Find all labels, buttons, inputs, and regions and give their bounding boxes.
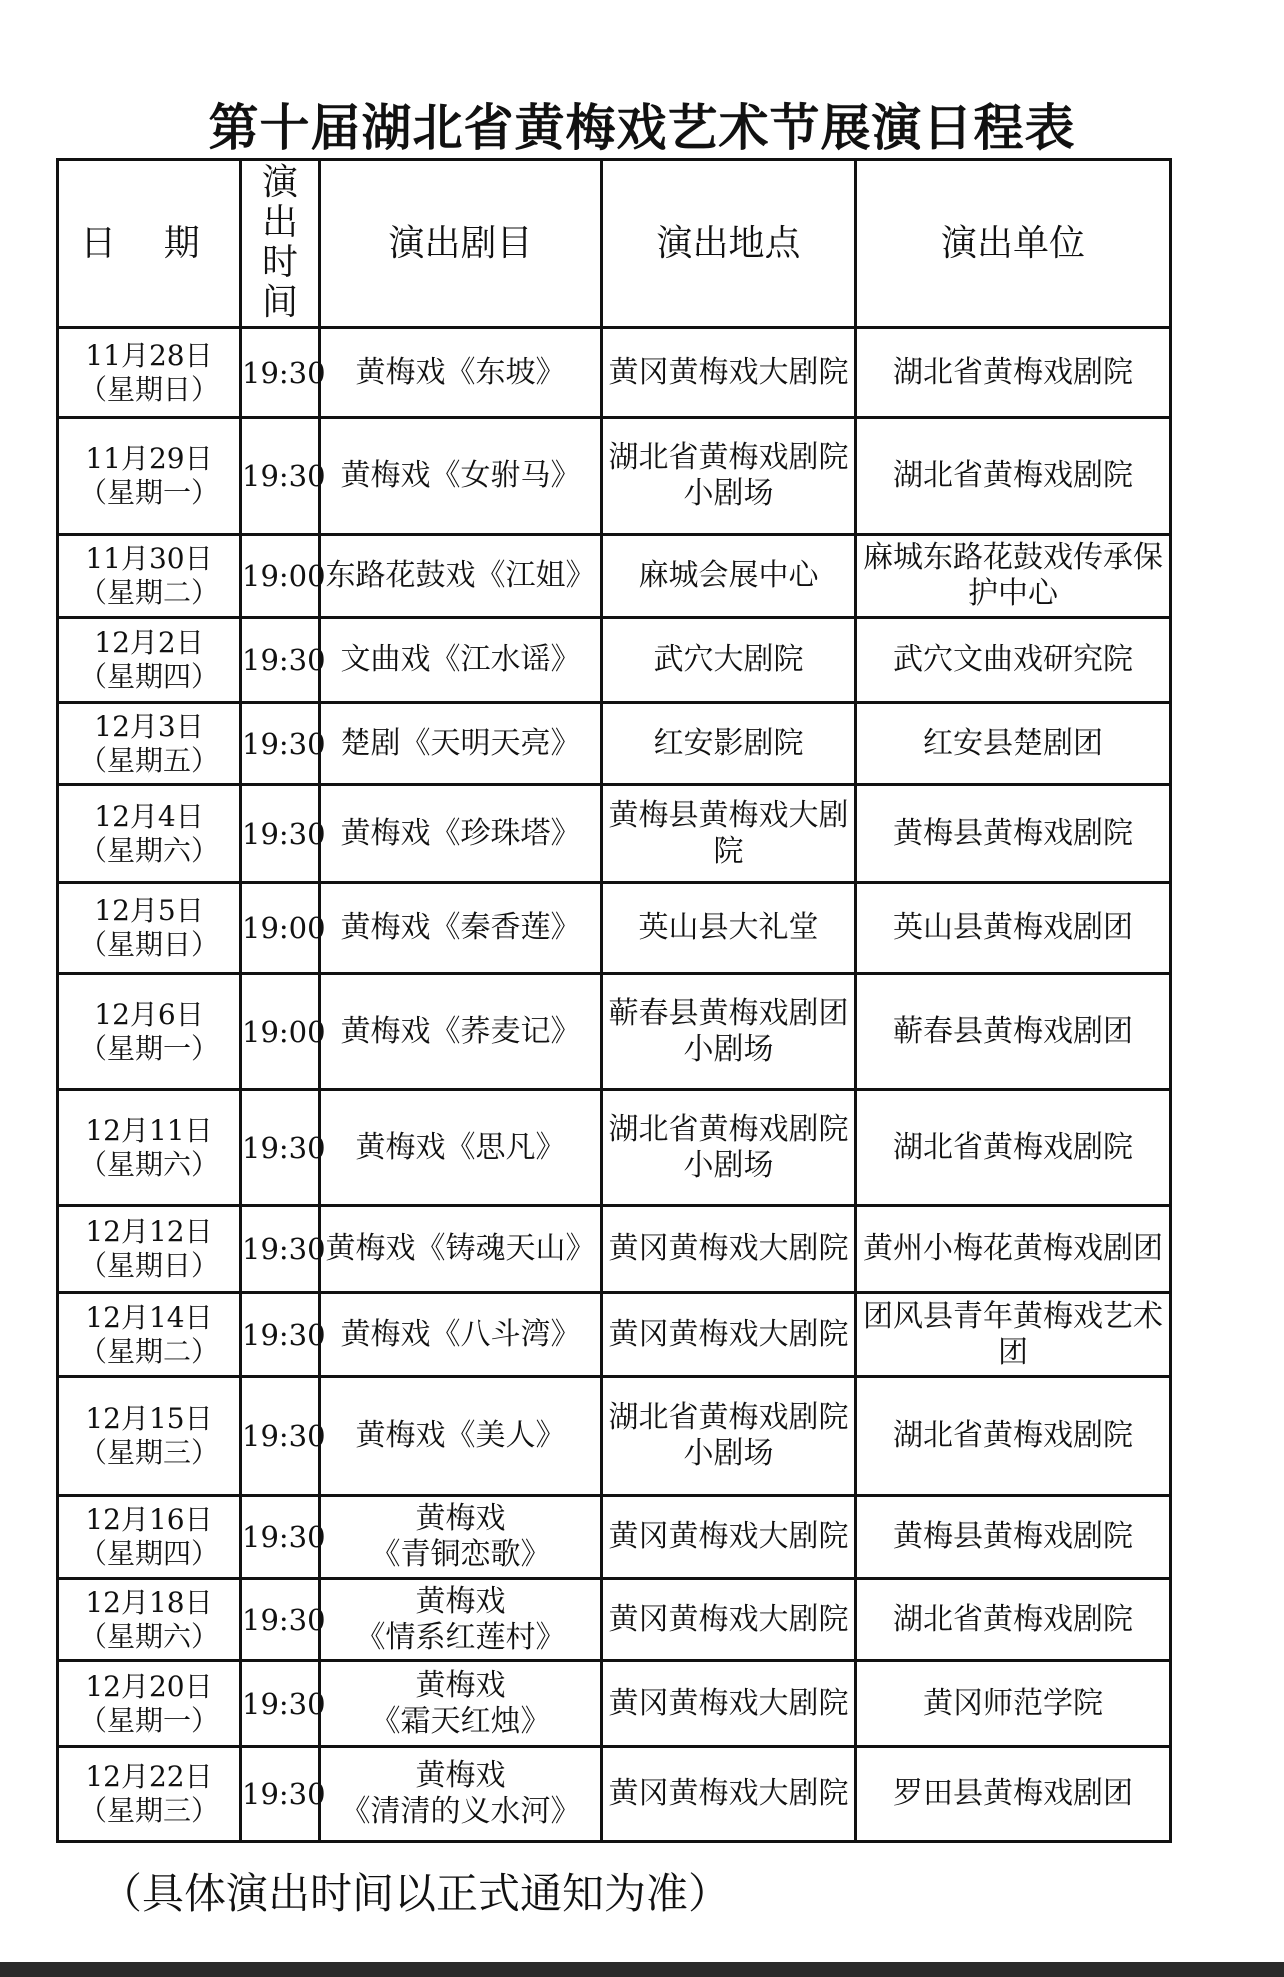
troupe-cell: 团风县青年黄梅戏艺术团 (856, 1293, 1171, 1377)
schedule-row (58, 785, 1171, 883)
schedule-row (58, 1293, 1171, 1377)
date-text: 12月16日 (85, 1503, 213, 1536)
troupe-cell: 黄州小梅花黄梅戏剧团 (856, 1206, 1171, 1293)
header-time: 演出时间 (241, 160, 320, 328)
venue-cell: 黄梅县黄梅戏大剧院 (602, 785, 856, 883)
schedule-row (58, 1747, 1171, 1842)
date-cell (58, 1293, 241, 1377)
venue-cell: 黄冈黄梅戏大剧院 (602, 1293, 856, 1377)
weekday-text: （星期四） (78, 1537, 219, 1570)
schedule-row (58, 1661, 1171, 1747)
time-cell: 19:30 (241, 1661, 320, 1747)
troupe-cell: 罗田县黄梅戏剧团 (856, 1747, 1171, 1842)
play-cell: 黄梅戏 《情系红莲村》 (320, 1579, 602, 1661)
header-venue: 演出地点 (602, 160, 856, 328)
venue-cell: 黄冈黄梅戏大剧院 (602, 1496, 856, 1579)
time-cell: 19:30 (241, 618, 320, 703)
play-cell: 东路花鼓戏《江姐》 (320, 535, 602, 618)
date-cell (58, 1206, 241, 1293)
play-cell: 黄梅戏《美人》 (320, 1377, 602, 1496)
play-cell: 黄梅戏《荞麦记》 (320, 974, 602, 1090)
time-cell: 19:30 (241, 1206, 320, 1293)
venue-cell: 黄冈黄梅戏大剧院 (602, 1661, 856, 1747)
date-text: 12月2日 (94, 626, 204, 659)
time-cell: 19:30 (241, 703, 320, 785)
date-text: 12月11日 (85, 1113, 213, 1147)
weekday-text: （星期一） (78, 1703, 219, 1737)
play-cell: 黄梅戏 《青铜恋歌》 (320, 1496, 602, 1579)
date-cell (58, 1579, 241, 1661)
time-cell: 19:30 (241, 1496, 320, 1579)
venue-cell: 湖北省黄梅戏剧院 小剧场 (602, 1377, 856, 1496)
troupe-cell: 红安县楚剧团 (856, 703, 1171, 785)
play-cell: 黄梅戏《女驸马》 (320, 418, 602, 535)
date-text: 12月22日 (85, 1760, 213, 1793)
troupe-cell: 湖北省黄梅戏剧院 (856, 418, 1171, 535)
venue-cell: 黄冈黄梅戏大剧院 (602, 328, 856, 418)
schedule-row (58, 974, 1171, 1090)
venue-cell: 湖北省黄梅戏剧院 小剧场 (602, 1090, 856, 1206)
play-cell: 黄梅戏《铸魂天山》 (320, 1206, 602, 1293)
time-cell: 19:30 (241, 1090, 320, 1206)
header-date: 日 期 (58, 160, 241, 328)
play-cell: 文曲戏《江水谣》 (320, 618, 602, 703)
venue-cell: 黄冈黄梅戏大剧院 (602, 1206, 856, 1293)
time-cell: 19:00 (241, 535, 320, 618)
weekday-text: （星期二） (78, 1334, 219, 1368)
weekday-text: （星期一） (78, 1031, 219, 1065)
troupe-cell: 湖北省黄梅戏剧院 (856, 1579, 1171, 1661)
weekday-text: （星期六） (78, 1619, 219, 1653)
play-cell: 黄梅戏 《清清的义水河》 (320, 1747, 602, 1842)
weekday-text: （星期六） (78, 1147, 219, 1181)
date-cell (58, 328, 241, 418)
troupe-cell: 湖北省黄梅戏剧院 (856, 1377, 1171, 1496)
venue-cell: 武穴大剧院 (602, 618, 856, 703)
troupe-cell: 湖北省黄梅戏剧院 (856, 1090, 1171, 1206)
time-cell: 19:30 (241, 1377, 320, 1496)
troupe-cell: 湖北省黄梅戏剧院 (856, 328, 1171, 418)
play-cell: 黄梅戏《八斗湾》 (320, 1293, 602, 1377)
date-cell (58, 1496, 241, 1579)
date-cell (58, 785, 241, 883)
play-cell: 黄梅戏 《霜天红烛》 (320, 1661, 602, 1747)
date-cell (58, 703, 241, 785)
weekday-text: （星期一） (78, 476, 219, 509)
play-cell: 黄梅戏《珍珠塔》 (320, 785, 602, 883)
schedule-row (58, 1496, 1171, 1579)
venue-cell: 黄冈黄梅戏大剧院 (602, 1579, 856, 1661)
schedule-row (58, 1377, 1171, 1496)
venue-cell: 蕲春县黄梅戏剧团 小剧场 (602, 974, 856, 1090)
venue-cell: 红安影剧院 (602, 703, 856, 785)
date-text: 12月12日 (85, 1215, 213, 1248)
weekday-text: （星期二） (78, 576, 219, 609)
date-cell (58, 535, 241, 618)
troupe-cell: 英山县黄梅戏剧团 (856, 883, 1171, 974)
footnote: （具体演出时间以正式通知为准） (100, 1869, 731, 1918)
troupe-cell: 黄梅县黄梅戏剧院 (856, 785, 1171, 883)
weekday-text: （星期三） (78, 1436, 219, 1469)
weekday-text: （星期日） (78, 928, 219, 961)
venue-cell: 英山县大礼堂 (602, 883, 856, 974)
schedule-row (58, 328, 1171, 418)
play-cell: 黄梅戏《思凡》 (320, 1090, 602, 1206)
schedule-row (58, 535, 1171, 618)
time-cell: 19:30 (241, 328, 320, 418)
play-cell: 黄梅戏《东坡》 (320, 328, 602, 418)
time-cell: 19:30 (241, 785, 320, 883)
schedule-row (58, 418, 1171, 535)
date-text: 11月30日 (85, 542, 213, 575)
time-cell: 19:00 (241, 974, 320, 1090)
date-text: 12月4日 (94, 799, 204, 833)
date-text: 12月6日 (94, 997, 204, 1031)
weekday-text: （星期四） (78, 660, 219, 693)
time-cell: 19:30 (241, 418, 320, 535)
date-text: 11月29日 (85, 442, 213, 475)
header-row (58, 160, 1171, 328)
header-play: 演出剧目 (320, 160, 602, 328)
date-text: 12月18日 (85, 1585, 213, 1619)
schedule-table (56, 158, 1172, 1843)
date-cell (58, 974, 241, 1090)
date-cell (58, 418, 241, 535)
date-text: 12月5日 (94, 894, 204, 927)
weekday-text: （星期五） (78, 743, 219, 777)
weekday-text: （星期日） (78, 372, 219, 406)
time-cell: 19:30 (241, 1293, 320, 1377)
play-cell: 楚剧《天明天亮》 (320, 703, 602, 785)
play-cell: 黄梅戏《秦香莲》 (320, 883, 602, 974)
date-cell (58, 1377, 241, 1496)
schedule-row (58, 1206, 1171, 1293)
troupe-cell: 麻城东路花鼓戏传承保护中心 (856, 535, 1171, 618)
header-troupe: 演出单位 (856, 160, 1171, 328)
date-cell (58, 1661, 241, 1747)
date-cell (58, 1747, 241, 1842)
time-cell: 19:30 (241, 1747, 320, 1842)
venue-cell: 麻城会展中心 (602, 535, 856, 618)
page-title: 第十届湖北省黄梅戏艺术节展演日程表 (208, 99, 1076, 157)
date-text: 12月3日 (94, 709, 204, 743)
schedule-row (58, 1090, 1171, 1206)
date-cell (58, 618, 241, 703)
schedule-row (58, 883, 1171, 974)
troupe-cell: 武穴文曲戏研究院 (856, 618, 1171, 703)
weekday-text: （星期日） (78, 1249, 219, 1282)
date-cell (58, 1090, 241, 1206)
date-text: 11月28日 (85, 338, 213, 372)
troupe-cell: 黄梅县黄梅戏剧院 (856, 1496, 1171, 1579)
bottom-edge-strip (0, 1962, 1284, 1977)
date-text: 12月14日 (85, 1300, 213, 1334)
schedule-row (58, 618, 1171, 703)
date-text: 12月15日 (85, 1402, 213, 1435)
schedule-row (58, 703, 1171, 785)
venue-cell: 湖北省黄梅戏剧院 小剧场 (602, 418, 856, 535)
weekday-text: （星期三） (78, 1794, 219, 1827)
venue-cell: 黄冈黄梅戏大剧院 (602, 1747, 856, 1842)
time-cell: 19:00 (241, 883, 320, 974)
date-cell (58, 883, 241, 974)
time-cell: 19:30 (241, 1579, 320, 1661)
troupe-cell: 黄冈师范学院 (856, 1661, 1171, 1747)
date-text: 12月20日 (85, 1669, 213, 1703)
schedule-row (58, 1579, 1171, 1661)
troupe-cell: 蕲春县黄梅戏剧团 (856, 974, 1171, 1090)
weekday-text: （星期六） (78, 833, 219, 867)
